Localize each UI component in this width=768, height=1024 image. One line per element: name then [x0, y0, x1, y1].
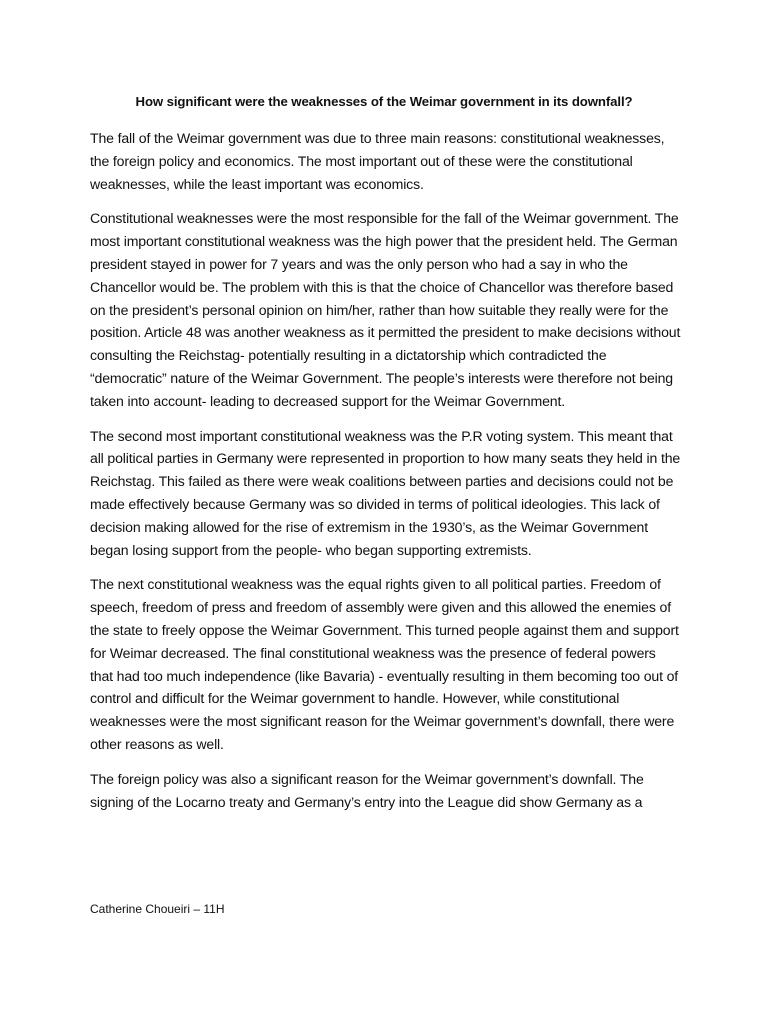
paragraph-equal-rights: The next constitutional weakness was the equal rights given to all political parties. Freedom of speech, freedom of press and freedom of assembly were given and this allowed the enemies of the state to freely oppose the Weimar Government. This turned people against them and support for Weimar decreased. The final constitutional weakness was the presence of federal powers that had too much independence (like Bavaria) - eventually resulting in them becoming too out of control and difficult for the Weimar government to handle. However, while constitutional weaknesses were the most significant reason for the Weimar government’s downfall, there were other reasons as well.: [90, 576, 679, 752]
paragraph-introduction: The fall of the Weimar government was due to three main reasons: constitutional weaknesses, the foreign policy and economics. The most important out of these were the constitutional weaknesses, while the least important was economics.: [90, 130, 665, 192]
document-footer-author: Catherine Choueiri – 11H: [90, 902, 225, 916]
paragraph-foreign-policy: The foreign policy was also a significant reason for the Weimar government’s downfall. The signing of the Locarno treaty and Germany’s entry into the League did show Germany as a: [90, 770, 644, 810]
document-title: How significant were the weaknesses of the Weimar government in its downfall?: [135, 94, 633, 109]
paragraph-pr-voting-system: The second most important constitutional weakness was the P.R voting system. This meant that all political parties in Germany were represented in proportion to how many seats they held in the Reichstag. This failed as there were weak coalitions between parties and decisions could not be made effectively because Germany was so divided in terms of political ideologies. This lack of decision making allowed for the rise of extremism in the 1930’s, as the Weimar Government began losing support from the people- who began supporting extremists.: [90, 427, 681, 558]
document-body: [90, 127, 682, 825]
paragraph-president-power: Constitutional weaknesses were the most responsible for the fall of the Weimar government. The most important constitutional weakness was the high power that the president held. The German president stayed in power for 7 years and was the only person who had a say in who the Chancellor would be. The problem with this is that the choice of Chancellor was therefore based on the president’s personal opinion on him/her, rather than how suitable they really were for the position. Article 48 was another weakness as it permitted the president to make decisions without consulting the Reichstag- potentially resulting in a dictatorship which contradicted the “democratic” nature of the Weimar Government. The people’s interests were therefore not being taken into account- leading to decreased support for the Weimar Government.: [90, 210, 681, 409]
